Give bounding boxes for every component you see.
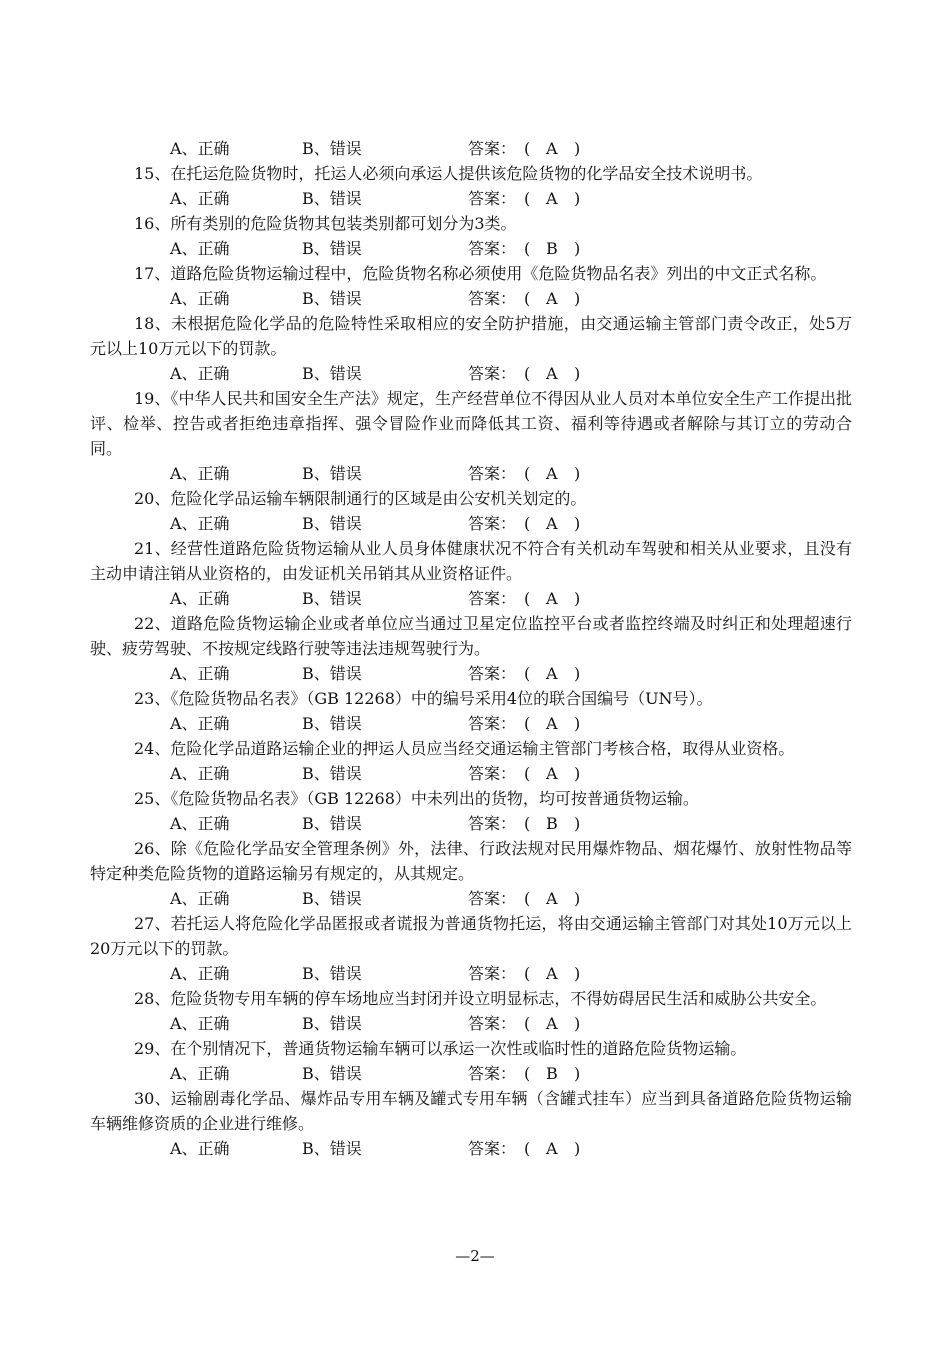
question-text: 15、在托运危险货物时，托运人必须向承运人提供该危险货物的化学品安全技术说明书。 <box>134 164 763 183</box>
question-text: 29、在个别情况下，普通货物运输车辆可以承运一次性或临时性的道路危险货物运输。 <box>134 1039 747 1058</box>
question-text: 28、危险货物专用车辆的停车场地应当封闭并设立明显标志，不得妨碍居民生活和威胁公共安全。 <box>134 989 827 1008</box>
answer-paren-open: ( <box>524 714 531 733</box>
answer-options-row <box>90 186 852 211</box>
answer-paren-close: ) <box>574 514 581 533</box>
option-a: A、正确 <box>170 139 230 158</box>
question-text: 26、除《危险化学品安全管理条例》外，法律、行政法规对民用爆炸物品、烟花爆竹、放射性物品等特定种类危险货物的道路运输另有规定的，从其规定。 <box>90 839 852 883</box>
answer-label: 答案： <box>468 1014 517 1033</box>
option-b: B、错误 <box>302 889 362 908</box>
answer-paren-open: ( <box>524 664 531 683</box>
option-b: B、错误 <box>302 189 362 208</box>
answer-label: 答案： <box>468 1139 517 1158</box>
question-text: 25、《危险货物品名表》（GB 12268）中未列出的货物，均可按普通货物运输。 <box>134 789 699 808</box>
answer-label: 答案： <box>468 464 517 483</box>
answer-label: 答案： <box>468 289 517 308</box>
option-b: B、错误 <box>302 139 362 158</box>
answer-options-row <box>90 511 852 536</box>
answer-options-row <box>90 586 852 611</box>
answer-value: A <box>546 139 558 158</box>
answer-paren-open: ( <box>524 289 531 308</box>
answer-value: A <box>546 1139 558 1158</box>
answer-paren-close: ) <box>574 289 581 308</box>
answer-options-row <box>90 711 852 736</box>
answer-paren-close: ) <box>574 814 581 833</box>
answer-paren-open: ( <box>524 464 531 483</box>
answer-label: 答案： <box>468 964 517 983</box>
option-b: B、错误 <box>302 289 362 308</box>
question-text: 27、若托运人将危险化学品匿报或者谎报为普通货物托运，将由交通运输主管部门对其处10万元以上20万元以下的罚款。 <box>90 914 852 958</box>
answer-paren-close: ) <box>574 139 581 158</box>
answer-value: A <box>546 664 558 683</box>
option-b: B、错误 <box>302 964 362 983</box>
option-a: A、正确 <box>170 464 230 483</box>
answer-options-row <box>90 1011 852 1036</box>
answer-value: A <box>546 189 558 208</box>
answer-value: A <box>546 589 558 608</box>
answer-paren-open: ( <box>524 239 531 258</box>
answer-options-row <box>90 361 852 386</box>
answer-options-row <box>90 761 852 786</box>
answer-label: 答案： <box>468 714 517 733</box>
answer-value: A <box>546 364 558 383</box>
option-a: A、正确 <box>170 514 230 533</box>
answer-options-row <box>90 136 852 161</box>
answer-paren-open: ( <box>524 1139 531 1158</box>
answer-paren-close: ) <box>574 1139 581 1158</box>
answer-value: A <box>546 714 558 733</box>
answer-label: 答案： <box>468 514 517 533</box>
answer-paren-open: ( <box>524 814 531 833</box>
answer-label: 答案： <box>468 1064 517 1083</box>
answer-value: B <box>546 239 558 258</box>
question-text: 23、《危险货物品名表》（GB 12268）中的编号采用4位的联合国编号（UN号）。 <box>134 689 713 708</box>
option-a: A、正确 <box>170 764 230 783</box>
option-a: A、正确 <box>170 364 230 383</box>
answer-paren-open: ( <box>524 1064 531 1083</box>
answer-value: A <box>546 514 558 533</box>
option-a: A、正确 <box>170 1014 230 1033</box>
answer-paren-open: ( <box>524 1014 531 1033</box>
question-text: 20、危险化学品运输车辆限制通行的区域是由公安机关划定的。 <box>134 489 587 508</box>
answer-label: 答案： <box>468 764 517 783</box>
answer-value: B <box>546 1064 558 1083</box>
question-text: 16、所有类别的危险货物其包装类别都可划分为3类。 <box>134 214 517 233</box>
option-b: B、错误 <box>302 589 362 608</box>
answer-label: 答案： <box>468 814 517 833</box>
answer-options-row <box>90 236 852 261</box>
option-b: B、错误 <box>302 814 362 833</box>
option-a: A、正确 <box>170 964 230 983</box>
option-a: A、正确 <box>170 239 230 258</box>
answer-options-row <box>90 1061 852 1086</box>
question-text: 21、经营性道路危险货物运输从业人员身体健康状况不符合有关机动车驾驶和相关从业要求，且没有主动申请注销从业资格的，由发证机关吊销其从业资格证件。 <box>90 539 852 583</box>
option-a: A、正确 <box>170 814 230 833</box>
page-number: —2— <box>455 1247 495 1265</box>
answer-paren-close: ) <box>574 1064 581 1083</box>
answer-options-row <box>90 286 852 311</box>
question-list <box>90 136 852 1161</box>
answer-paren-close: ) <box>574 714 581 733</box>
option-a: A、正确 <box>170 189 230 208</box>
question-text: 18、未根据危险化学品的危险特性采取相应的安全防护措施，由交通运输主管部门责令改正，处5万元以上10万元以下的罚款。 <box>90 314 852 358</box>
answer-label: 答案： <box>468 889 517 908</box>
option-b: B、错误 <box>302 1014 362 1033</box>
answer-options-row <box>90 661 852 686</box>
answer-paren-open: ( <box>524 364 531 383</box>
option-b: B、错误 <box>302 239 362 258</box>
option-b: B、错误 <box>302 364 362 383</box>
answer-options-row <box>90 886 852 911</box>
answer-label: 答案： <box>468 239 517 258</box>
answer-value: A <box>546 464 558 483</box>
option-a: A、正确 <box>170 714 230 733</box>
answer-paren-close: ) <box>574 364 581 383</box>
answer-paren-close: ) <box>574 889 581 908</box>
option-b: B、错误 <box>302 764 362 783</box>
answer-paren-close: ) <box>574 589 581 608</box>
option-b: B、错误 <box>302 464 362 483</box>
answer-paren-open: ( <box>524 764 531 783</box>
option-b: B、错误 <box>302 664 362 683</box>
answer-label: 答案： <box>468 189 517 208</box>
answer-label: 答案： <box>468 664 517 683</box>
option-b: B、错误 <box>302 714 362 733</box>
answer-value: A <box>546 964 558 983</box>
answer-paren-open: ( <box>524 189 531 208</box>
answer-value: A <box>546 889 558 908</box>
option-b: B、错误 <box>302 1139 362 1158</box>
answer-paren-open: ( <box>524 514 531 533</box>
question-text: 19、《中华人民共和国安全生产法》规定，生产经营单位不得因从业人员对本单位安全生产工作提出批评、检举、控告或者拒绝违章指挥、强令冒险作业而降低其工资、福利等待遇或者解除与其订立的劳动合同。 <box>90 389 852 458</box>
option-a: A、正确 <box>170 1139 230 1158</box>
option-a: A、正确 <box>170 889 230 908</box>
option-a: A、正确 <box>170 1064 230 1083</box>
answer-options-row <box>90 461 852 486</box>
option-b: B、错误 <box>302 514 362 533</box>
answer-label: 答案： <box>468 139 517 158</box>
answer-paren-close: ) <box>574 189 581 208</box>
option-a: A、正确 <box>170 664 230 683</box>
answer-value: B <box>546 814 558 833</box>
answer-paren-open: ( <box>524 964 531 983</box>
answer-paren-close: ) <box>574 1014 581 1033</box>
question-text: 24、危险化学品道路运输企业的押运人员应当经交通运输主管部门考核合格，取得从业资格。 <box>134 739 795 758</box>
answer-paren-open: ( <box>524 589 531 608</box>
answer-paren-close: ) <box>574 464 581 483</box>
option-b: B、错误 <box>302 1064 362 1083</box>
answer-paren-open: ( <box>524 889 531 908</box>
answer-paren-close: ) <box>574 764 581 783</box>
answer-paren-close: ) <box>574 664 581 683</box>
question-text: 17、道路危险货物运输过程中，危险货物名称必须使用《危险货物品名表》列出的中文正式名称。 <box>134 264 827 283</box>
answer-options-row <box>90 811 852 836</box>
answer-options-row <box>90 1136 852 1161</box>
answer-paren-open: ( <box>524 139 531 158</box>
answer-value: A <box>546 1014 558 1033</box>
answer-value: A <box>546 289 558 308</box>
question-text: 22、道路危险货物运输企业或者单位应当通过卫星定位监控平台或者监控终端及时纠正和处理超速行驶、疲劳驾驶、不按规定线路行驶等违法违规驾驶行为。 <box>90 614 852 658</box>
answer-value: A <box>546 764 558 783</box>
answer-options-row <box>90 961 852 986</box>
question-text: 30、运输剧毒化学品、爆炸品专用车辆及罐式专用车辆（含罐式挂车）应当到具备道路危险货物运输车辆维修资质的企业进行维修。 <box>90 1089 852 1133</box>
answer-paren-close: ) <box>574 239 581 258</box>
answer-label: 答案： <box>468 364 517 383</box>
option-a: A、正确 <box>170 289 230 308</box>
answer-paren-close: ) <box>574 964 581 983</box>
option-a: A、正确 <box>170 589 230 608</box>
answer-label: 答案： <box>468 589 517 608</box>
